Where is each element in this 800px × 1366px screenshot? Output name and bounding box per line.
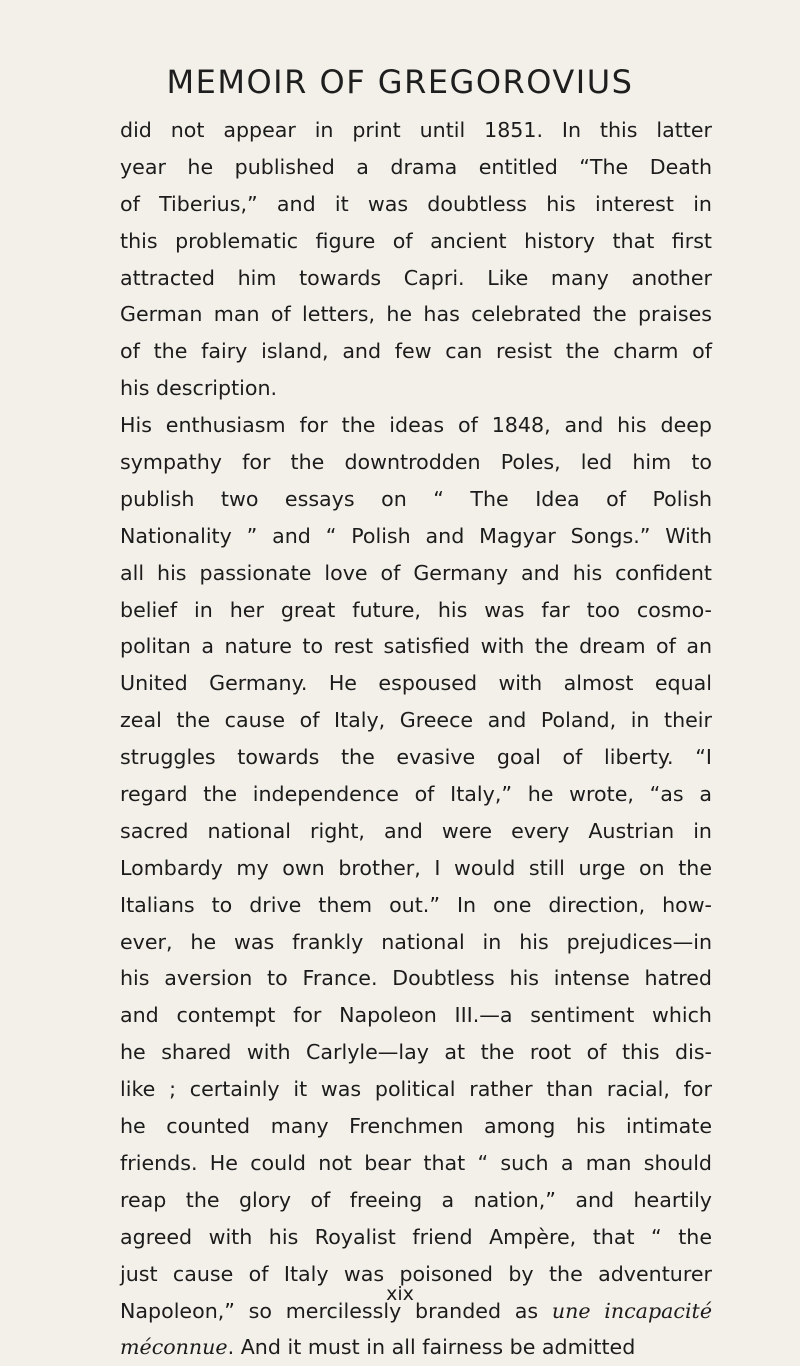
text-line: attracted him towards Capri. Like many another <box>120 265 712 290</box>
text-line: zeal the cause of Italy, Greece and Poland, in their <box>120 708 712 733</box>
text-line: friends. He could not bear that “ such a man should <box>120 1150 712 1175</box>
line-text-before-italic: Napoleon,” so mercilessly branded as <box>120 1298 552 1323</box>
text-line: all his passionate love of Germany and his confident <box>120 560 712 585</box>
text-line: he shared with Carlyle—lay at the root of this dis- <box>120 1040 712 1065</box>
text-line: publish two essays on “ The Idea of Polish <box>120 486 712 511</box>
text-line: belief in her great future, his was far too cosmo- <box>120 597 712 622</box>
text-line: this problematic figure of ancient history that first <box>120 228 712 253</box>
text-line: Lombardy my own brother, I would still urge on the <box>120 855 712 880</box>
text-line: Italians to drive them out.” In one direction, how- <box>120 892 712 917</box>
text-line: agreed with his Royalist friend Ampère, that “ the <box>120 1224 712 1249</box>
text-line: just cause of Italy was poisoned by the adventurer <box>120 1261 712 1286</box>
text-line: struggles towards the evasive goal of liberty. “I <box>120 745 712 770</box>
paragraph-end-line: his description. <box>120 376 278 401</box>
body-text <box>120 112 712 1366</box>
text-line: politan a nature to rest satisfied with the dream of an <box>120 634 712 659</box>
text-line: German man of letters, he has celebrated the praises <box>120 302 712 327</box>
text-line: reap the glory of freeing a nation,” and heartily <box>120 1187 712 1212</box>
paragraph-start-line: His enthusiasm for the ideas of 1848, and his deep <box>120 413 712 438</box>
text-line: did not appear in print until 1851. In this latter <box>120 118 712 142</box>
text-line: and contempt for Napoleon III.—a sentiment which <box>120 1003 712 1028</box>
text-line: United Germany. He espoused with almost equal <box>120 671 712 696</box>
text-line: of Tiberius,” and it was doubtless his interest in <box>120 191 712 216</box>
italic-phrase-meconnue: méconnue <box>120 1335 228 1360</box>
text-line: ever, he was frankly national in his prejudices—in <box>120 929 712 954</box>
line-text-after-italic: . And it must in all fairness be admitted <box>227 1335 636 1360</box>
text-line: year he published a drama entitled “The Death <box>120 154 712 179</box>
text-line: Nationality ” and “ Polish and Magyar Songs.” With <box>120 523 712 548</box>
text-line: regard the independence of Italy,” he wrote, “as a <box>120 782 712 807</box>
text-line: sympathy for the downtrodden Poles, led him to <box>120 450 712 475</box>
italic-phrase-une-incapacite: une incapacité <box>551 1298 713 1323</box>
text-line: he counted many Frenchmen among his intimate <box>120 1114 712 1139</box>
text-line: of the fairy island, and few can resist the charm of <box>120 339 712 364</box>
running-head: MEMOIR OF GREGOROVIUS <box>166 63 634 101</box>
page-number: xix <box>386 1283 414 1305</box>
text-line: sacred national right, and were every Austrian in <box>120 818 712 843</box>
text-line: his aversion to France. Doubtless his intense hatred <box>120 966 712 991</box>
text-line: like ; certainly it was political rather than racial, for <box>120 1077 712 1102</box>
text-line-with-italic <box>120 1329 712 1366</box>
